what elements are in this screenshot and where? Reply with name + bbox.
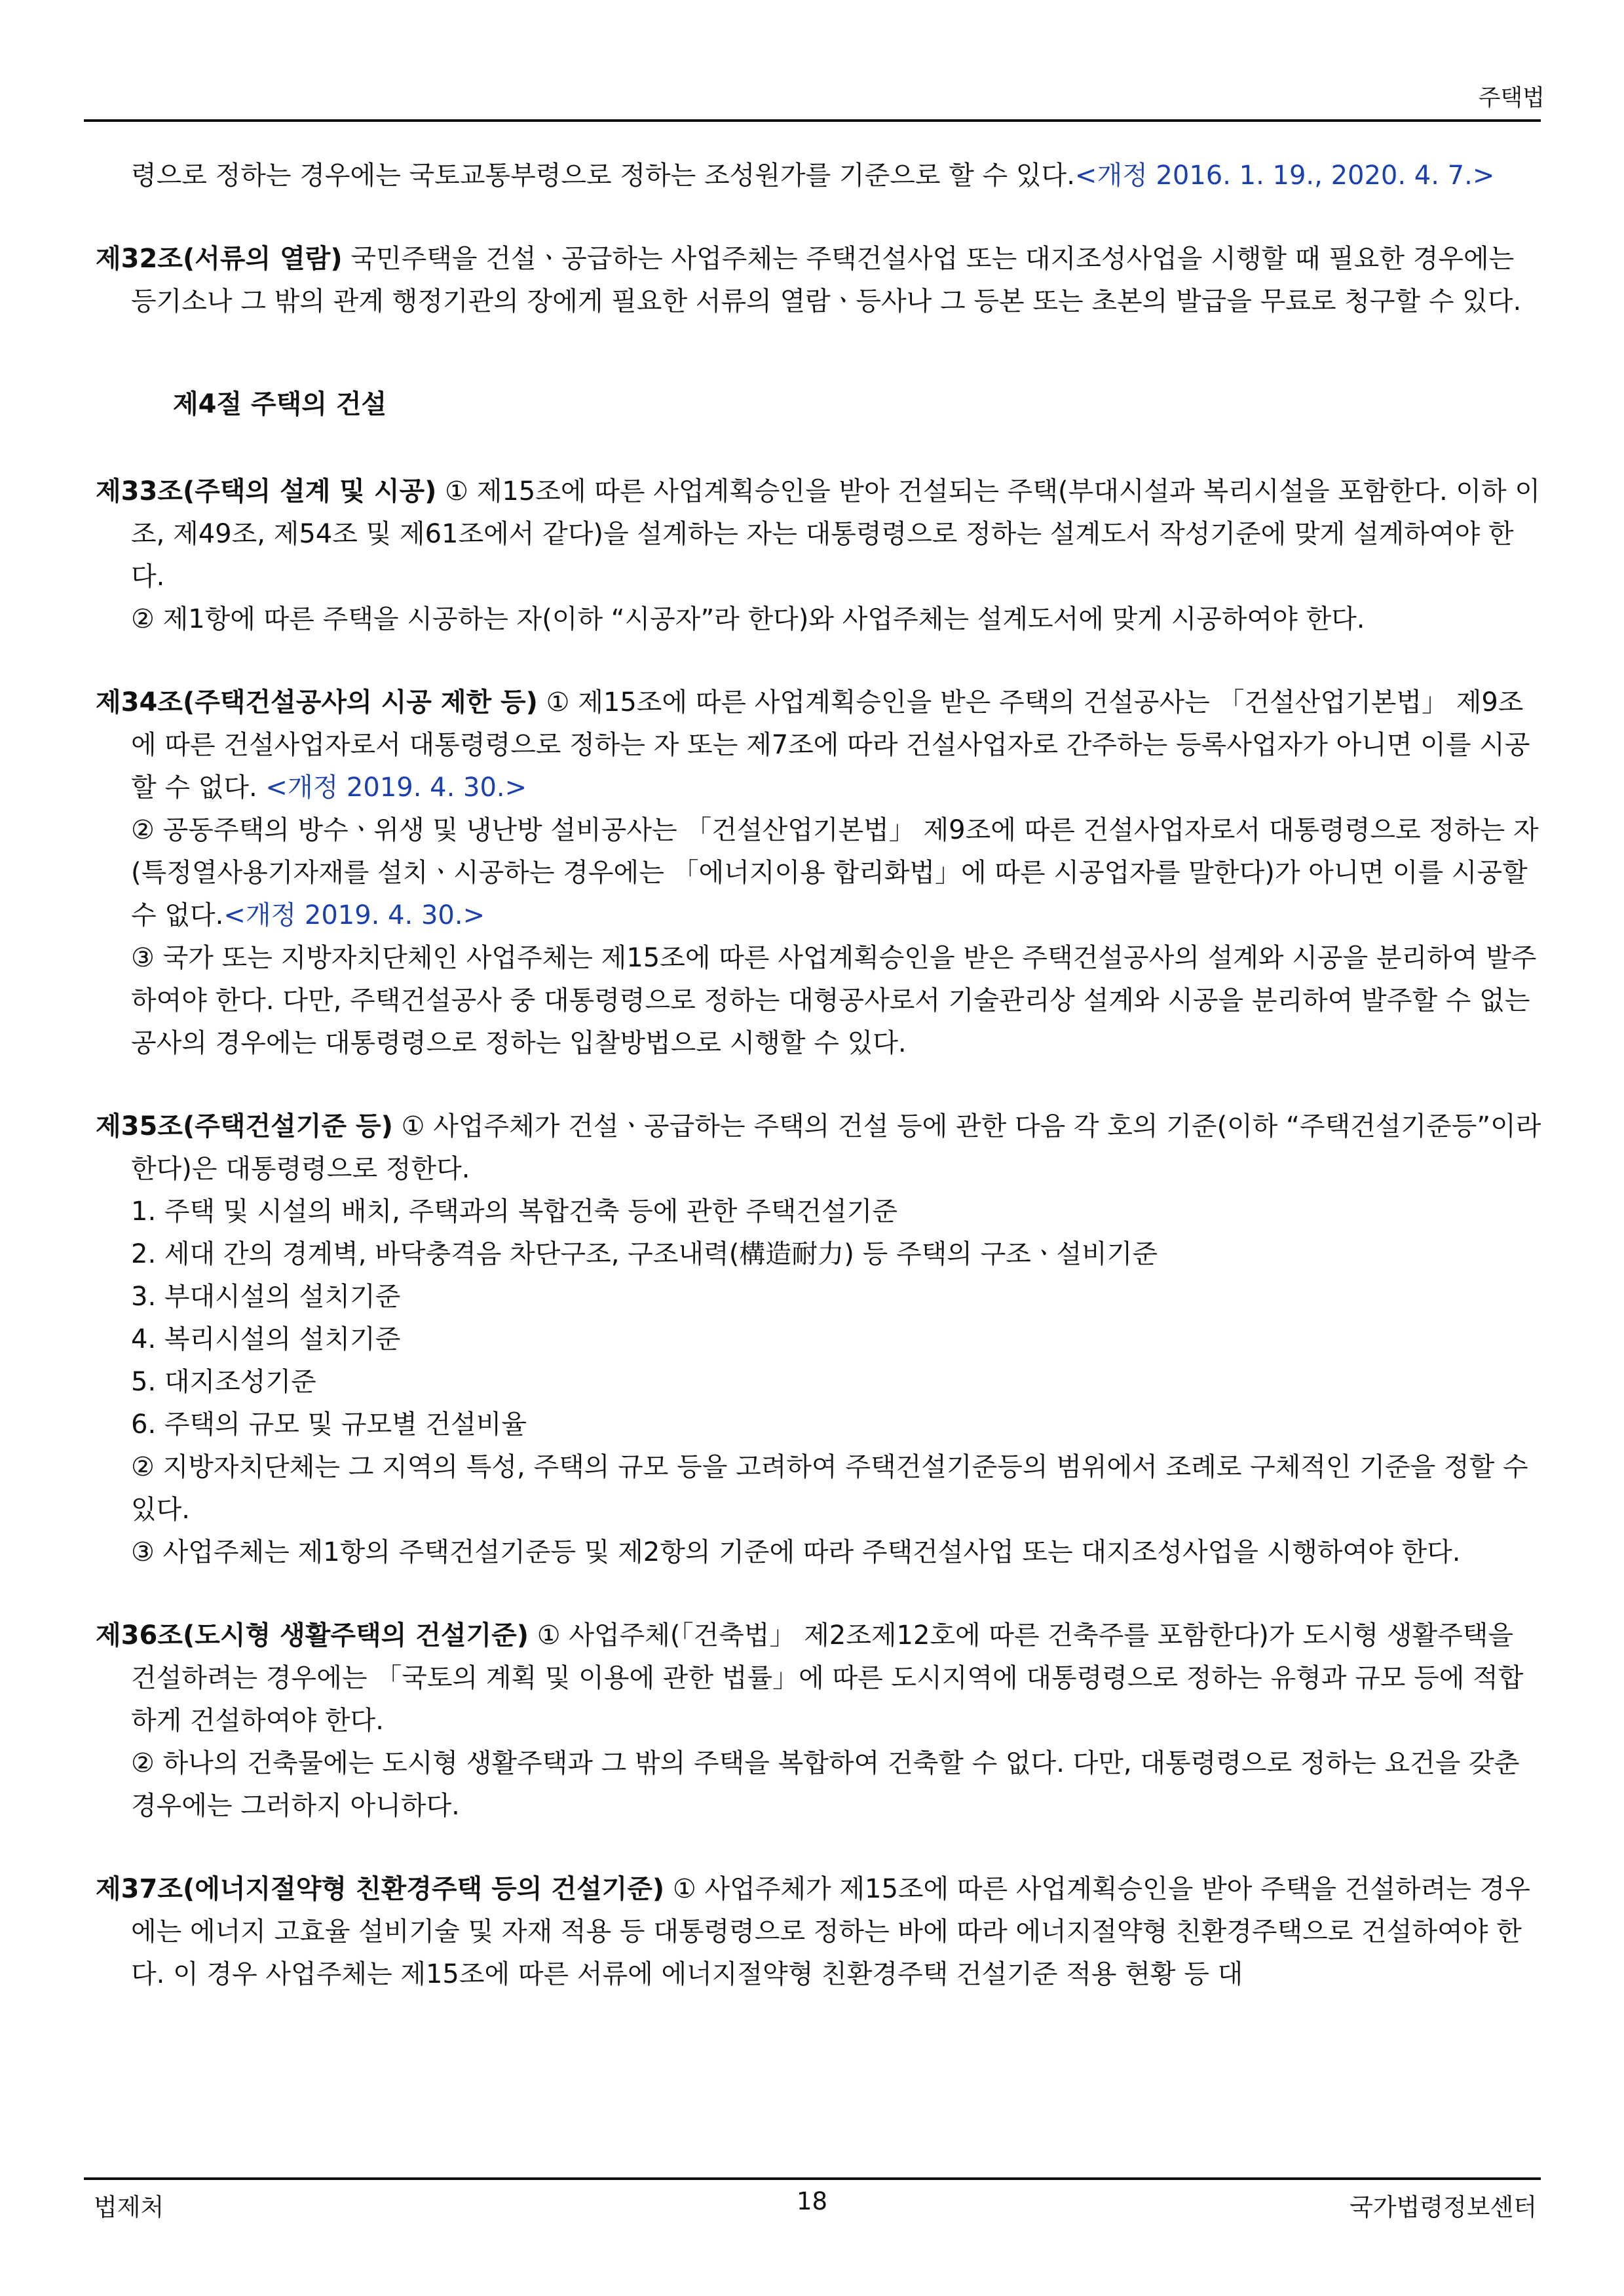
list-item-number: 1.	[131, 1196, 164, 1227]
list-item	[96, 1191, 1543, 1233]
article-37	[96, 1868, 1543, 1996]
article-36	[96, 1615, 1543, 1827]
article-35-paragraph-3: ③ 사업주체는 제1항의 주택건설기준등 및 제2항의 기준에 따라 주택건설사업 또는 대지조성사업을 시행하여야 한다.	[131, 1537, 1461, 1567]
article-36-paragraph-1	[96, 1615, 1543, 1742]
article-32	[96, 238, 1543, 323]
footer-source: 국가법령정보센터	[1350, 2193, 1537, 2221]
article-37-title: 제37조(에너지절약형 친환경주택 등의 건설기준)	[96, 1874, 665, 1904]
list-item-text: 주택 및 시설의 배치, 주택과의 복합건축 등에 관한 주택건설기준	[164, 1196, 897, 1227]
article-35	[96, 1105, 1543, 1574]
article-33-text-1: ① 제15조에 따른 사업계획승인을 받아 건설되는 주택(부대시설과 복리시설을 포함한다. 이하 이 조, 제49조, 제54조 및 제61조에서 같다)을 설계하는 자는 대통령령으로 정하는 설계도서 작성기준에 맞게 설계하여야 한다.	[131, 476, 1541, 592]
article-34-title: 제34조(주택건설공사의 시공 제한 등)	[96, 687, 538, 718]
article-34-paragraph-1	[96, 681, 1543, 809]
amendment-note: <개정 2016. 1. 19., 2020. 4. 7.>	[1074, 161, 1495, 191]
article-36-text-1: ① 사업주체(「건축법」 제2조제12호에 따른 건축주를 포함한다)가 도시형 생활주택을 건설하려는 경우에는 「국토의 계획 및 이용에 관한 법률」에 따른 도시지역에 대통령령으로 정하는 유형과 규모 등에 적합하게 건설하여야 한다.	[131, 1620, 1524, 1736]
article-32-text: 국민주택을 건설ㆍ공급하는 사업주체는 주택건설사업 또는 대지조성사업을 시행할 때 필요한 경우에는 등기소나 그 밖의 관계 행정기관의 장에게 필요한 서류의 열람ㆍ등사나 그 등본 또는 초본의 발급을 무료로 청구할 수 있다.	[131, 244, 1522, 316]
list-item-number: 6.	[131, 1409, 164, 1440]
article-33	[96, 470, 1543, 641]
list-item	[96, 1361, 1543, 1404]
article-36-paragraph-2: ② 하나의 건축물에는 도시형 생활주택과 그 밖의 주택을 복합하여 건축할 수 없다. 다만, 대통령령으로 정하는 요건을 갖춘 경우에는 그러하지 아니하다.	[131, 1748, 1520, 1821]
article-34	[96, 681, 1543, 1065]
footer-publisher: 법제처	[94, 2193, 164, 2221]
article-35-title: 제35조(주택건설기준 등)	[96, 1111, 393, 1141]
article-34-paragraph-3: ③ 국가 또는 지방자치단체인 사업주체는 제15조에 따른 사업계획승인을 받은 주택건설공사의 설계와 시공을 분리하여 발주하여야 한다. 다만, 주택건설공사 중 대통령령으로 정하는 대형공사로서 기술관리상 설계와 시공을 분리하여 발주할 수 없는 공사의 경우에는 대통령령으로 정하는 입찰방법으로 시행할 수 있다.	[131, 943, 1537, 1058]
article-36-title: 제36조(도시형 생활주택의 건설기준)	[96, 1620, 529, 1651]
list-item	[96, 1233, 1543, 1276]
article-37-text-1: ① 사업주체가 제15조에 따른 사업계획승인을 받아 주택을 건설하려는 경우에는 에너지 고효율 설비기술 및 자재 적용 등 대통령령으로 정하는 바에 따라 에너지절약형 친환경주택으로 건설하여야 한다. 이 경우 사업주체는 제15조에 따른 서류에 에너지절약형 친환경주택 건설기준 적용 현황 등 대	[131, 1874, 1530, 1989]
list-item-number: 3.	[131, 1282, 164, 1312]
continued-paragraph	[96, 155, 1543, 197]
article-37-paragraph-1	[96, 1868, 1543, 1996]
article-34-text-2: ② 공동주택의 방수ㆍ위생 및 냉난방 설비공사는 「건설산업기본법」 제9조에 따른 건설사업자로서 대통령령으로 정하는 자(특정열사용기자재를 설치ㆍ시공하는 경우에는 「에너지이용 합리화법」에 따른 시공업자를 말한다)가 아니면 이를 시공할 수 없다.	[131, 815, 1539, 930]
list-item	[96, 1318, 1543, 1361]
list-item-number: 2.	[131, 1239, 164, 1269]
law-text-body	[96, 155, 1543, 1996]
article-35-text-1: ① 사업주체가 건설ㆍ공급하는 주택의 건설 등에 관한 다음 각 호의 기준(이하 “주택건설기준등”이라 한다)은 대통령령으로 정한다.	[131, 1111, 1541, 1184]
section-heading: 제4절 주택의 건설	[173, 389, 387, 419]
page-number: 18	[796, 2187, 828, 2215]
running-header-title: 주택법	[1478, 85, 1545, 111]
list-item-text: 대지조성기준	[164, 1367, 316, 1397]
list-item-number: 5.	[131, 1367, 164, 1397]
footer-rule	[84, 2177, 1541, 2180]
continued-text: 령으로 정하는 경우에는 국토교통부령으로 정하는 조성원가를 기준으로 할 수 있다.	[131, 161, 1075, 191]
list-item	[96, 1276, 1543, 1318]
list-item	[96, 1404, 1543, 1446]
amendment-note: <개정 2019. 4. 30.>	[265, 773, 527, 803]
amendment-note: <개정 2019. 4. 30.>	[223, 900, 485, 930]
list-item-text: 복리시설의 설치기준	[164, 1324, 401, 1354]
article-34-paragraph-2	[96, 809, 1543, 937]
list-item-text: 세대 간의 경계벽, 바닥충격음 차단구조, 구조내력(構造耐力) 등 주택의 구조ㆍ설비기준	[164, 1239, 1158, 1269]
article-33-paragraph-1	[96, 470, 1543, 598]
list-item-text: 주택의 규모 및 규모별 건설비율	[164, 1409, 527, 1440]
header-rule	[84, 119, 1541, 122]
article-33-title: 제33조(주택의 설계 및 시공)	[96, 476, 437, 507]
list-item-text: 부대시설의 설치기준	[164, 1282, 401, 1312]
article-35-paragraph-2: ② 지방자치단체는 그 지역의 특성, 주택의 규모 등을 고려하여 주택건설기준등의 범위에서 조례로 구체적인 기준을 정할 수 있다.	[131, 1452, 1528, 1525]
article-34-text-1: ① 제15조에 따른 사업계획승인을 받은 주택의 건설공사는 「건설산업기본법」 제9조에 따른 건설사업자로서 대통령령으로 정하는 자 또는 제7조에 따라 건설사업자로 간주하는 등록사업자가 아니면 이를 시공할 수 없다.	[131, 687, 1530, 803]
list-item-number: 4.	[131, 1324, 164, 1354]
article-35-paragraph-1	[96, 1105, 1543, 1191]
article-32-title: 제32조(서류의 열람)	[96, 244, 343, 274]
article-33-paragraph-2: ② 제1항에 따른 주택을 시공하는 자(이하 “시공자”라 한다)와 사업주체는 설계도서에 맞게 시공하여야 한다.	[131, 604, 1365, 634]
